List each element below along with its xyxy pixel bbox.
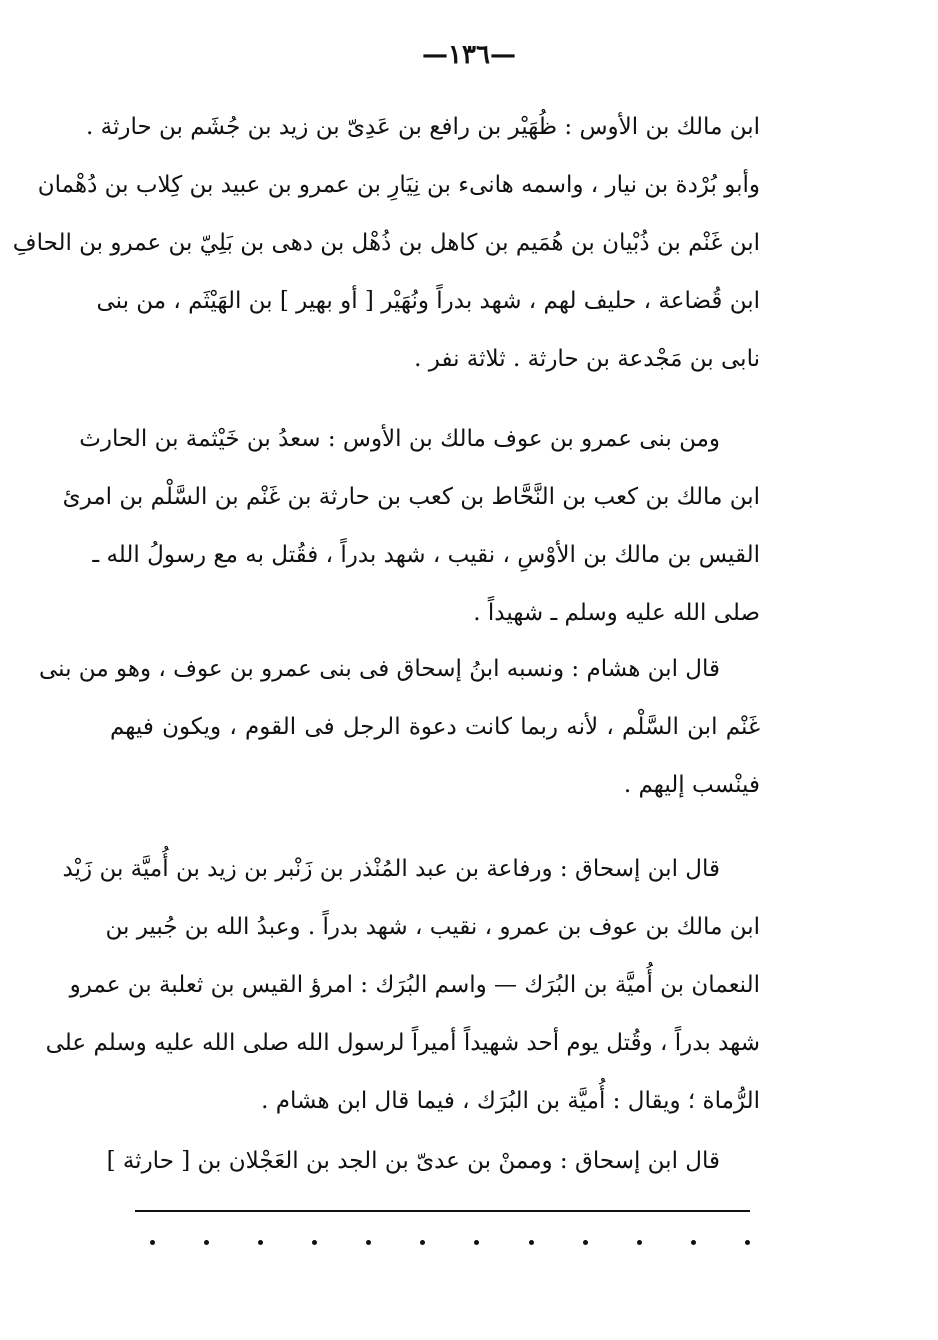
text-line: صلى الله عليه وسلم ـ شهيداً . bbox=[473, 600, 760, 626]
paragraph-2 bbox=[62, 410, 760, 642]
text-line: قال ابن هشام : ونسبه ابنُ إسحاق فى بنى عمرو بن عوف ، وهو من بنى bbox=[38, 656, 720, 682]
dot bbox=[745, 1240, 750, 1245]
text-line: فينْسب إليهم . bbox=[623, 772, 760, 798]
dot bbox=[258, 1240, 263, 1245]
dot bbox=[204, 1240, 209, 1245]
dot bbox=[150, 1240, 155, 1245]
text-line: ابن غَنْم بن ذُبْيان بن هُمَيم بن كاهل بن ذُهْل بن دهى بن بَلِيّ بن عمرو بن الحافِ bbox=[12, 230, 760, 256]
dot bbox=[583, 1240, 588, 1245]
footnote-rule bbox=[135, 1210, 750, 1212]
text-line: ابن قُضاعة ، حليف لهم ، شهد بدراً ونُهَيْر [ أو بهير ] بن الهَيْثَم ، من بنى bbox=[96, 288, 760, 314]
paragraph-1 bbox=[12, 98, 760, 388]
paragraph-5 bbox=[106, 1132, 760, 1190]
text-line: غَنْم ابن السَّلْم ، لأنه ربما كانت دعوة الرجل فى القوم ، ويكون فيهم bbox=[110, 714, 760, 740]
text-line: القيس بن مالك بن الأوْسِ ، نقيب ، شهد بدراً ، فقُتل به مع رسولُ الله ـ bbox=[92, 542, 760, 568]
paragraph-3 bbox=[38, 640, 760, 814]
text-line: قال ابن إسحاق : وممنْ بن عدىّ بن الجد بن العَجْلان بن [ حارثة ] bbox=[106, 1148, 720, 1174]
dot bbox=[474, 1240, 479, 1245]
text-line: قال ابن إسحاق : ورفاعة بن عبد المُنْذر بن زَنْبر بن زيد بن أُميَّة بن زَيْد bbox=[62, 856, 720, 882]
text-line: النعمان بن أُميَّة بن البُرَك — واسم البُرَك : امرؤ القيس بن ثعلبة بن عمرو bbox=[69, 972, 760, 998]
text-line: وأبو بُرْدة بن نيار ، واسمه هانىء بن نِيَارِ بن عمرو بن عبيد بن كِلاب بن دُهْمان bbox=[37, 172, 760, 198]
text-line: ابن مالك بن عوف بن عمرو ، نقيب ، شهد بدراً . وعبدُ الله بن جُبير بن bbox=[105, 914, 760, 940]
text-line: ابن مالك بن الأوس : ظُهَيْر بن رافع بن عَدِىّ بن زيد بن جُشَم بن حارثة . bbox=[86, 114, 760, 140]
text-line: شهد بدراً ، وقُتل يوم أحد شهيداً أميراً لرسول الله صلى الله عليه وسلم على bbox=[45, 1030, 760, 1056]
dot bbox=[691, 1240, 696, 1245]
dot bbox=[366, 1240, 371, 1245]
paragraph-4 bbox=[45, 840, 760, 1130]
dot bbox=[312, 1240, 317, 1245]
dot bbox=[637, 1240, 642, 1245]
text-line: الرُّماة ؛ ويقال : أُميَّة بن البُرَك ، فيما قال ابن هشام . bbox=[261, 1088, 760, 1114]
text-line: نابى بن مَجْدعة بن حارثة . ثلاثة نفر . bbox=[414, 346, 760, 372]
dot bbox=[529, 1240, 534, 1245]
footnote-dots bbox=[150, 1240, 750, 1245]
text-line: ومن بنى عمرو بن عوف مالك بن الأوس : سعدُ بن خَيْثمة بن الحارث bbox=[79, 426, 720, 452]
dot bbox=[420, 1240, 425, 1245]
text-line: ابن مالك بن كعب بن النَّحَّاط بن كعب بن حارثة بن غَنْم بن السَّلْم بن امرئ bbox=[62, 484, 760, 510]
page-number: —١٣٦— bbox=[422, 40, 516, 70]
